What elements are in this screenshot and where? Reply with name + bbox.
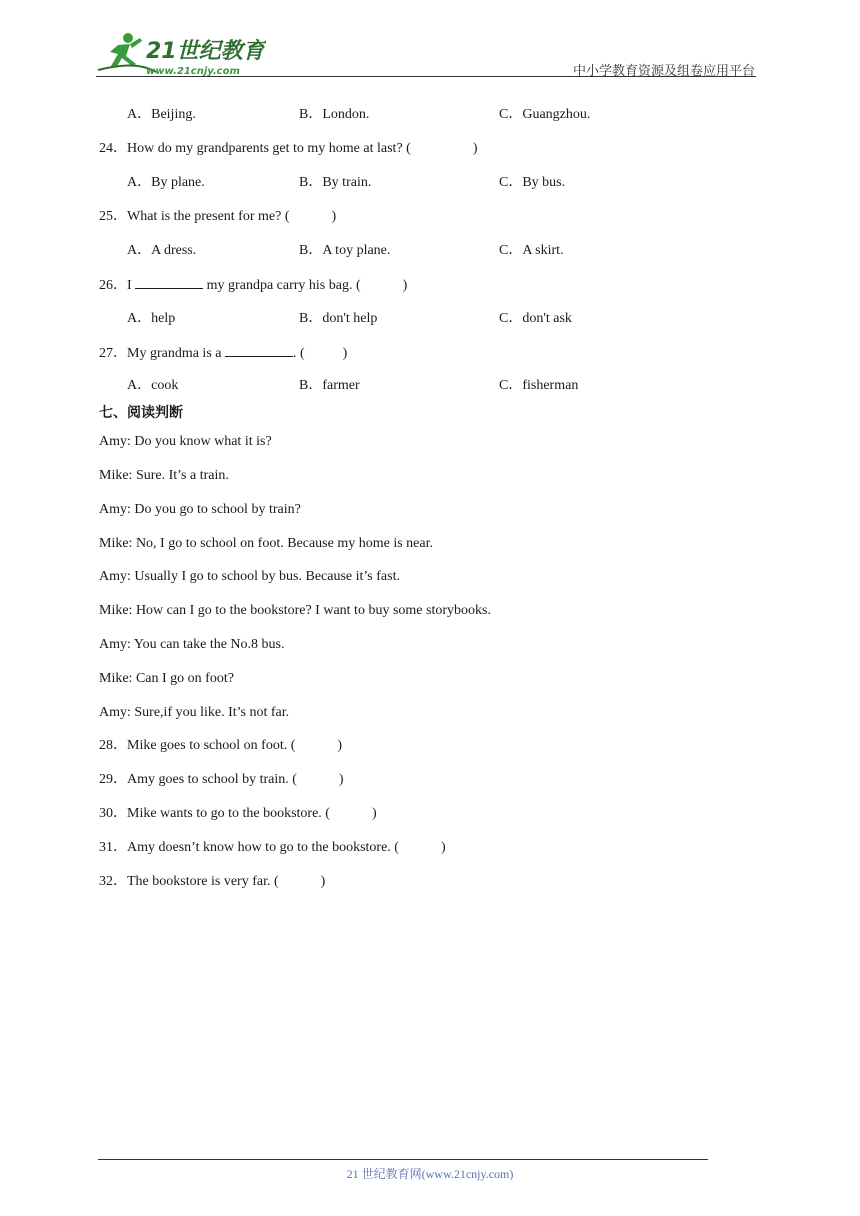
option-c: C．A skirt. bbox=[499, 243, 564, 258]
close-paren: ) bbox=[440, 840, 446, 855]
option-a: A．Beijing. bbox=[127, 107, 196, 122]
close-paren: ) bbox=[338, 772, 344, 787]
page-footer: 21 世纪教育网(www.21cnjy.com) bbox=[346, 1167, 514, 1181]
question-text: I bbox=[127, 278, 136, 293]
close-paren: ) bbox=[337, 738, 343, 753]
question-25 bbox=[99, 208, 336, 226]
option-b: B．London. bbox=[299, 107, 370, 122]
question-27 bbox=[99, 344, 347, 363]
svg-text:21世纪教育: 21世纪教育 bbox=[146, 39, 265, 64]
option-c: C．Guangzhou. bbox=[499, 107, 591, 122]
dialogue-line: Amy: You can take the No.8 bus. bbox=[99, 637, 285, 652]
option-c: C．don't ask bbox=[499, 311, 572, 326]
option-b: B．don't help bbox=[299, 311, 378, 326]
header-divider bbox=[96, 76, 756, 77]
close-paren: ) bbox=[320, 874, 326, 889]
dialogue-line: Mike: How can I go to the bookstore? I want to buy some storybooks. bbox=[99, 603, 491, 618]
dialogue-line: Amy: Usually I go to school by bus. Because it’s fast. bbox=[99, 569, 400, 584]
statement: Amy goes to school by train. ( bbox=[127, 772, 297, 787]
svg-text:www.21cnjy.com: www.21cnjy.com bbox=[146, 66, 240, 77]
section-title: 七、阅读判断 bbox=[99, 405, 183, 421]
close-paren: ) bbox=[472, 141, 478, 156]
question-text: What is the present for me? ( bbox=[127, 209, 290, 224]
fill-blank[interactable] bbox=[135, 276, 203, 289]
platform-tagline: 中小学教育资源及组卷应用平台 bbox=[572, 64, 755, 79]
runner-logo-icon bbox=[96, 30, 266, 78]
option-c: C．fisherman bbox=[499, 378, 579, 393]
question-number: 28． bbox=[99, 738, 127, 753]
question-number: 29． bbox=[99, 772, 127, 787]
close-paren: ) bbox=[342, 346, 348, 361]
close-paren: ) bbox=[402, 278, 408, 293]
option-a: A．help bbox=[127, 311, 176, 326]
option-a: A．cook bbox=[127, 378, 179, 393]
dialogue-line: Amy: Do you know what it is? bbox=[99, 434, 272, 449]
option-b: B．By train. bbox=[299, 175, 372, 190]
dialogue-line: Mike: No, I go to school on foot. Because my home is near. bbox=[99, 536, 433, 551]
judgement-32 bbox=[99, 873, 325, 891]
question-text: My grandma is a bbox=[127, 346, 225, 361]
question-24 bbox=[99, 140, 478, 158]
question-number: 27． bbox=[99, 346, 127, 361]
statement: Mike goes to school on foot. ( bbox=[127, 738, 296, 753]
fill-blank[interactable] bbox=[225, 344, 293, 357]
question-26 bbox=[99, 276, 407, 295]
judgement-30 bbox=[99, 805, 377, 823]
site-logo bbox=[96, 30, 266, 78]
statement: Mike wants to go to the bookstore. ( bbox=[127, 806, 330, 821]
close-paren: ) bbox=[331, 209, 337, 224]
question-number: 30． bbox=[99, 806, 127, 821]
judgement-31 bbox=[99, 839, 446, 857]
dialogue-line: Amy: Sure,if you like. It’s not far. bbox=[99, 705, 290, 720]
judgement-28 bbox=[99, 737, 342, 755]
close-paren: ) bbox=[371, 806, 377, 821]
option-b: B．A toy plane. bbox=[299, 243, 391, 258]
dialogue-line: Amy: Do you go to school by train? bbox=[99, 502, 301, 517]
question-number: 26． bbox=[99, 278, 127, 293]
option-a: A．By plane. bbox=[127, 175, 205, 190]
dialogue-line: Mike: Sure. It’s a train. bbox=[99, 468, 229, 483]
question-text: How do my grandparents get to my home at last? ( bbox=[127, 141, 411, 156]
question-text-cont: . ( bbox=[292, 346, 305, 361]
question-text-cont: my grandpa carry his bag. ( bbox=[203, 278, 361, 293]
option-a: A．A dress. bbox=[127, 243, 197, 258]
question-number: 24． bbox=[99, 141, 127, 156]
question-number: 32． bbox=[99, 874, 127, 889]
question-number: 31． bbox=[99, 840, 127, 855]
option-b: B．farmer bbox=[299, 378, 360, 393]
option-c: C．By bus. bbox=[499, 175, 566, 190]
page-header bbox=[0, 0, 860, 80]
statement: The bookstore is very far. ( bbox=[127, 874, 279, 889]
footer-divider bbox=[98, 1159, 708, 1160]
question-number: 25． bbox=[99, 209, 127, 224]
statement: Amy doesn’t know how to go to the bookstore. ( bbox=[127, 840, 399, 855]
dialogue-line: Mike: Can I go on foot? bbox=[99, 671, 234, 686]
judgement-29 bbox=[99, 771, 344, 789]
